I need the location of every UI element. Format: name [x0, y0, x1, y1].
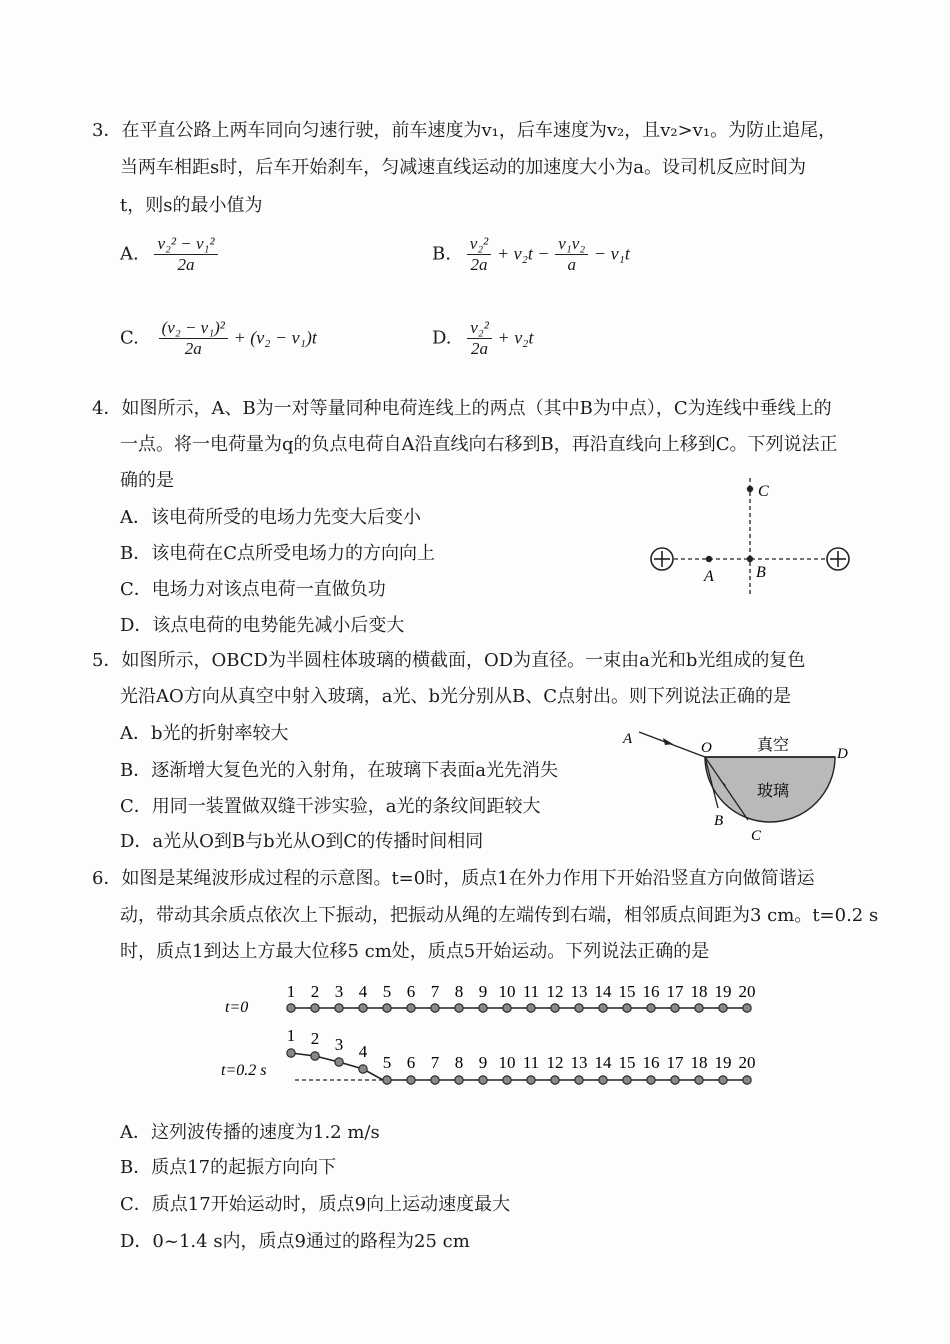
q6-t0-number-5: 5 [382, 982, 392, 1001]
q6-t02-particle-9 [479, 1076, 487, 1084]
q6-t02-number-3: 3 [334, 1035, 344, 1054]
q3-option-c-label: C. [120, 327, 139, 349]
q6-t02-number-19: 19 [714, 1053, 732, 1072]
q6-t02-particle-19 [719, 1076, 727, 1084]
q3-option-b-frac2-num: v₁v₂ [555, 234, 588, 255]
q4-option-c: C．电场力对该点电荷一直做负功 [120, 579, 386, 600]
q6-t02-number-13: 13 [570, 1053, 588, 1072]
q6-t0-particle-2 [311, 1004, 319, 1012]
q6-t02-number-14: 14 [594, 1053, 612, 1072]
q3-option-c [120, 318, 317, 359]
q3-option-b [432, 234, 630, 275]
q6-t0-number-1: 1 [286, 982, 296, 1001]
q6-t0-number-18: 18 [690, 982, 708, 1001]
q6-t0-number-17: 17 [666, 982, 684, 1001]
q6-option-b: B．质点17的起振方向向下 [120, 1157, 337, 1178]
q4-point-a [706, 556, 712, 562]
q6-t0-particle-11 [527, 1004, 535, 1012]
q3-option-c-fraction [159, 318, 228, 359]
q6-t02-particle-10 [503, 1076, 511, 1084]
q6-t0-particle-16 [647, 1004, 655, 1012]
q6-label-t0: t=0 [225, 999, 249, 1016]
q3-option-d-end: + v₂t [497, 327, 534, 348]
q6-t0-number-16: 16 [642, 982, 660, 1001]
q6-t0-number-9: 9 [478, 982, 488, 1001]
q5-label-vacuum: 真空 [757, 735, 790, 754]
q6-t02-particle-18 [695, 1076, 703, 1084]
q3-line2: 当两车相距s时，后车开始刹车，匀减速直线运动的加速度大小为a。设司机反应时间为 [120, 157, 806, 178]
q3-option-b-mid: + v₂t − [496, 243, 550, 264]
q6-t02-particle-3 [335, 1058, 343, 1066]
q6-t02-particle-14 [599, 1076, 607, 1084]
q3-option-b-frac1-den: 2a [470, 255, 488, 274]
q6-t0-particle-7 [431, 1004, 439, 1012]
q6-t0-particle-15 [623, 1004, 631, 1012]
q3-option-a-fraction [154, 234, 217, 275]
q6-t0-number-4: 4 [358, 982, 368, 1001]
q6-t0-particle-13 [575, 1004, 583, 1012]
q6-t02-particle-7 [431, 1076, 439, 1084]
q3-line1: 3．在平直公路上两车同向匀速行驶，前车速度为v₁，后车速度为v₂，且v₂>v₁。为防止追尾， [92, 120, 837, 141]
q6-t02-particle-12 [551, 1076, 559, 1084]
q4-right-positive-charge-icon [827, 548, 849, 570]
q6-t0-number-14: 14 [594, 982, 612, 1001]
q3-option-a-den: 2a [177, 255, 195, 274]
q3-option-b-frac2-den: a [567, 255, 576, 274]
q3-option-c-num: (v₂ − v₁)² [159, 318, 228, 339]
q4-label-a: A [704, 568, 714, 585]
q6-t02-particle-8 [455, 1076, 463, 1084]
q3-option-a-label: A. [120, 243, 139, 265]
q4-left-positive-charge-icon [651, 548, 673, 570]
q6-option-a: A．这列波传播的速度为1.2 m/s [120, 1122, 380, 1143]
q6-t02-number-20: 20 [738, 1053, 756, 1072]
q6-t0-number-13: 13 [570, 982, 588, 1001]
q3-option-d [432, 318, 533, 359]
q6-t02-particle-13 [575, 1076, 583, 1084]
q6-t0-particle-3 [335, 1004, 343, 1012]
q6-t0-number-7: 7 [430, 982, 440, 1001]
q6-t02-number-7: 7 [430, 1053, 440, 1072]
q6-t0-particle-20 [743, 1004, 751, 1012]
q6-t02-particle-11 [527, 1076, 535, 1084]
q6-rope-wave-diagram [215, 975, 775, 1090]
q6-option-d: D．0~1.4 s内，质点9通过的路程为25 cm [120, 1231, 470, 1252]
q5-incident-arrow-icon [663, 738, 673, 745]
q6-t02-number-15: 15 [618, 1053, 636, 1072]
q3-option-b-end: − v₁t [593, 243, 630, 264]
q3-line3: t，则s的最小值为 [120, 195, 263, 216]
q6-t02-number-18: 18 [690, 1053, 708, 1072]
q4-label-b: B [756, 564, 766, 581]
q4-line3: 确的是 [120, 470, 174, 491]
q6-t02-particle-6 [407, 1076, 415, 1084]
q6-t0-particle-10 [503, 1004, 511, 1012]
q6-t02-number-16: 16 [642, 1053, 660, 1072]
q6-line1: 6．如图是某绳波形成过程的示意图。t=0时，质点1在外力作用下开始沿竖直方向做简谐运 [92, 868, 815, 889]
q5-option-a: A．b光的折射率较大 [120, 723, 289, 744]
q6-line2: 动，带动其余质点依次上下振动，把振动从绳的左端传到右端，相邻质点间距为3 cm。t=0.2 s [120, 905, 879, 926]
q5-incident-ray [639, 732, 705, 757]
q4-charge-diagram [640, 470, 870, 600]
q6-t02-particle-1 [287, 1049, 295, 1057]
q6-t02-particle-15 [623, 1076, 631, 1084]
q5-option-b: B．逐渐增大复色光的入射角，在玻璃下表面a光先消失 [120, 760, 558, 781]
q6-t02-number-5: 5 [382, 1053, 392, 1072]
q5-label-o: O [701, 740, 712, 756]
q3-option-d-num: v₂² [467, 318, 492, 339]
q5-label-glass: 玻璃 [757, 781, 790, 800]
q6-t0-number-6: 6 [406, 982, 416, 1001]
q3-option-b-frac1 [467, 234, 492, 275]
q6-line3: 时，质点1到达上方最大位移5 cm处，质点5开始运动。下列说法正确的是 [120, 941, 710, 962]
q4-point-b [747, 556, 753, 562]
q4-line2: 一点。将一电荷量为q的负点电荷自A沿直线向右移到B，再沿直线向上移到C。下列说法正 [120, 434, 838, 455]
q3-option-b-frac2 [555, 234, 588, 275]
q6-t02-particle-2 [311, 1052, 319, 1060]
q6-t0-number-12: 12 [546, 982, 564, 1001]
q5-label-d: D [837, 746, 848, 762]
q6-t0-number-20: 20 [738, 982, 756, 1001]
q5-option-c: C．用同一装置做双缝干涉实验，a光的条纹间距较大 [120, 796, 541, 817]
q6-t0-number-8: 8 [454, 982, 464, 1001]
q5-label-c: C [751, 828, 762, 844]
q4-label-c: C [758, 483, 769, 500]
q3-option-b-label: B. [432, 243, 451, 265]
q5-label-a: A [623, 731, 633, 747]
q3-option-c-den: 2a [184, 339, 202, 358]
q6-t0-particle-1 [287, 1004, 295, 1012]
q6-t0-number-11: 11 [522, 982, 540, 1001]
q6-t02-displaced-rope [291, 1053, 383, 1080]
q5-line2: 光沿AO方向从真空中射入玻璃，a光、b光分别从B、C点射出。则下列说法正确的是 [120, 686, 792, 707]
q3-option-d-label: D. [432, 327, 452, 349]
q6-t0-particle-12 [551, 1004, 559, 1012]
q3-option-d-fraction [467, 318, 492, 359]
q6-t02-number-11: 11 [522, 1053, 540, 1072]
q6-t02-particle-4 [359, 1065, 367, 1073]
q6-t0-number-3: 3 [334, 982, 344, 1001]
q6-option-c: C．质点17开始运动时，质点9向上运动速度最大 [120, 1194, 511, 1215]
q5-glass-diagram [615, 722, 865, 847]
q6-t02-number-10: 10 [498, 1053, 516, 1072]
q6-t02-number-17: 17 [666, 1053, 684, 1072]
q6-t02-number-4: 4 [358, 1042, 368, 1061]
q4-option-b: B．该电荷在C点所受电场力的方向向上 [120, 543, 435, 564]
q6-t0-number-15: 15 [618, 982, 636, 1001]
q3-option-a [120, 234, 218, 275]
q5-option-d: D．a光从O到B与b光从O到C的传播时间相同 [120, 831, 484, 852]
q6-t02-number-12: 12 [546, 1053, 564, 1072]
q3-option-c-end: + (v₂ − v₁)t [233, 327, 317, 348]
q6-t0-particle-5 [383, 1004, 391, 1012]
q6-label-t02: t=0.2 s [221, 1062, 267, 1079]
q5-label-b: B [714, 813, 724, 829]
q6-t02-number-8: 8 [454, 1053, 464, 1072]
q6-t0-number-2: 2 [310, 982, 320, 1001]
q6-t0-particle-9 [479, 1004, 487, 1012]
q6-t02-number-6: 6 [406, 1053, 416, 1072]
q3-option-b-frac1-num: v₂² [467, 234, 492, 255]
q4-line1: 4．如图所示，A、B为一对等量同种电荷连线上的两点（其中B为中点），C为连线中垂线上的 [92, 398, 832, 419]
q6-t02-particle-17 [671, 1076, 679, 1084]
q4-option-a: A．该电荷所受的电场力先变大后变小 [120, 507, 421, 528]
q6-t0-number-19: 19 [714, 982, 732, 1001]
q6-t0-particle-8 [455, 1004, 463, 1012]
q6-t0-number-10: 10 [498, 982, 516, 1001]
q6-t0-particle-18 [695, 1004, 703, 1012]
q5-line1: 5．如图所示，OBCD为半圆柱体玻璃的横截面，OD为直径。一束由a光和b光组成的复色 [92, 650, 806, 671]
q6-t0-particle-19 [719, 1004, 727, 1012]
q3-option-d-den: 2a [471, 339, 489, 358]
q6-t0-particle-17 [671, 1004, 679, 1012]
q6-t02-particle-16 [647, 1076, 655, 1084]
q6-t02-number-1: 1 [286, 1026, 296, 1045]
q6-t02-number-2: 2 [310, 1029, 320, 1048]
q6-t0-particle-4 [359, 1004, 367, 1012]
q6-t0-particle-6 [407, 1004, 415, 1012]
q3-option-a-num: v₂² − v₁² [154, 234, 217, 255]
q6-t02-particle-20 [743, 1076, 751, 1084]
q4-option-d: D．该点电荷的电势能先减小后变大 [120, 615, 405, 636]
q6-t0-particle-14 [599, 1004, 607, 1012]
q6-t02-number-9: 9 [478, 1053, 488, 1072]
q4-point-c [747, 486, 753, 492]
q6-t02-particle-5 [383, 1076, 391, 1084]
